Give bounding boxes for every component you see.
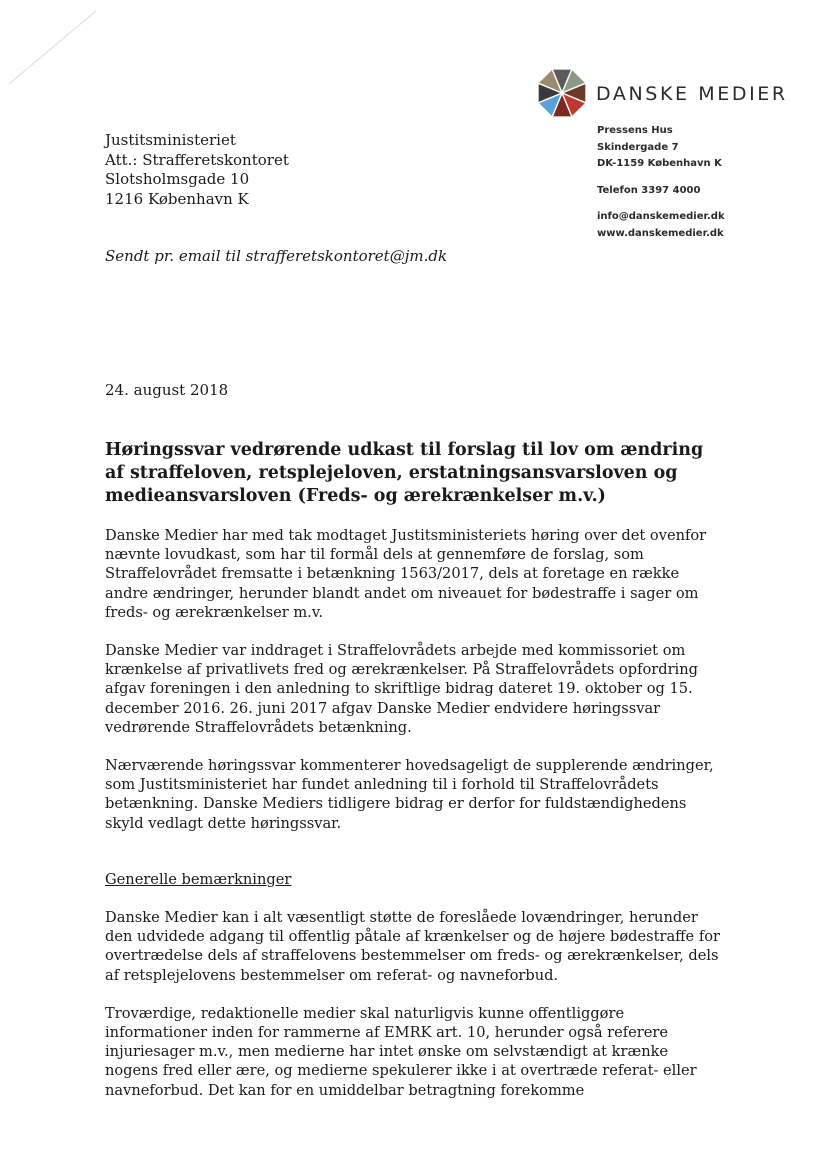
body-paragraph: Danske Medier kan i alt væsentligt støtte de foreslåede lovændringer, herunder den udvidede adgang til offentlig påtale af krænkelser og de højere bødestraffe for overtrædelse dels af straffelovens bestemmelser om freds- og ærekrænkelser, dels af retsplejelovens bestemmelser om referat- og navneforbud. <box>105 909 720 984</box>
sender-address-block <box>597 123 725 242</box>
sender-street: Skindergade 7 <box>597 141 679 153</box>
letter-title: Høringssvar vedrørende udkast til forslag til lov om ændring af straffeloven, retsplejeloven, erstatningsansvarsloven og medieansvarsloven (Freds- og ærekrænkelser m.v.) <box>105 440 704 506</box>
recipient-line: Slotsholmsgade 10 <box>105 170 250 188</box>
sent-via-line: Sendt pr. email til strafferetskontoret@jm.dk <box>105 247 448 265</box>
body-paragraph: Nærværende høringssvar kommenterer hovedsageligt de supplerende ændringer, som Justitsministeriet har fundet anledning til i forhold til Straffelovrådets betænkning. Danske Mediers tidligere bidrag er derfor for fuldstændighedens skyld vedlagt dette høringssvar. <box>105 757 714 832</box>
sender-building: Pressens Hus <box>597 125 673 136</box>
body-paragraph: Troværdige, redaktionelle medier skal naturligvis kunne offentliggøre informationer inden for rammerne af EMRK art. 10, herunder også referere injuriesager m.v., men medierne har intet ønske om selvstændigt at krænke nogens fred eller ære, og medierne spekulerer ikke i at overtræde referat- eller navneforbud. Det kan for en umiddelbar betragtning forekomme <box>105 1004 697 1099</box>
letter-body <box>105 526 725 1119</box>
recipient-line: Att.: Strafferetskontoret <box>105 150 289 169</box>
letter-date: 24. august 2018 <box>105 381 229 399</box>
sender-email[interactable]: info@danskemedier.dk <box>597 211 725 222</box>
brand-name: DANSKE MEDIER <box>596 83 788 105</box>
scan-artifact-line <box>0 0 110 90</box>
recipient-line: Justitsministeriet <box>105 131 236 149</box>
section-heading: Generelle bemærkninger <box>105 870 292 888</box>
recipient-address-block <box>105 131 289 209</box>
sender-web[interactable]: www.danskemedier.dk <box>597 227 724 239</box>
recipient-line: 1216 København K <box>105 189 249 208</box>
sender-postal: DK-1159 København K <box>597 158 722 169</box>
body-paragraph: Danske Medier har med tak modtaget Justitsministeriets høring over det ovenfor nævnte lovudkast, som har til formål dels at gennemføre de forslag, som Straffelovrådet fremsatte i betænkning 1563/2017, dels at foretage en række andre ændringer, herunder blandt andet om niveauet for bødestraffe i sager om freds- og ærekrænkelser m.v. <box>105 527 707 621</box>
sender-phone: Telefon 3397 4000 <box>597 184 701 196</box>
body-paragraph: Danske Medier var inddraget i Straffelovrådets arbejde med kommissoriet om krænkelse af privatlivets fred og ærekrænkelser. På Straffelovrådets opfordring afgav foreningen i den anledning to skriftlige bidrag dateret 19. oktober og 15. december 2016. 26. juni 2017 afgav Danske Medier endvidere høringssvar vedrørende Straffelovrådets betænkning. <box>105 642 698 736</box>
danske-medier-logo-icon <box>535 66 589 120</box>
